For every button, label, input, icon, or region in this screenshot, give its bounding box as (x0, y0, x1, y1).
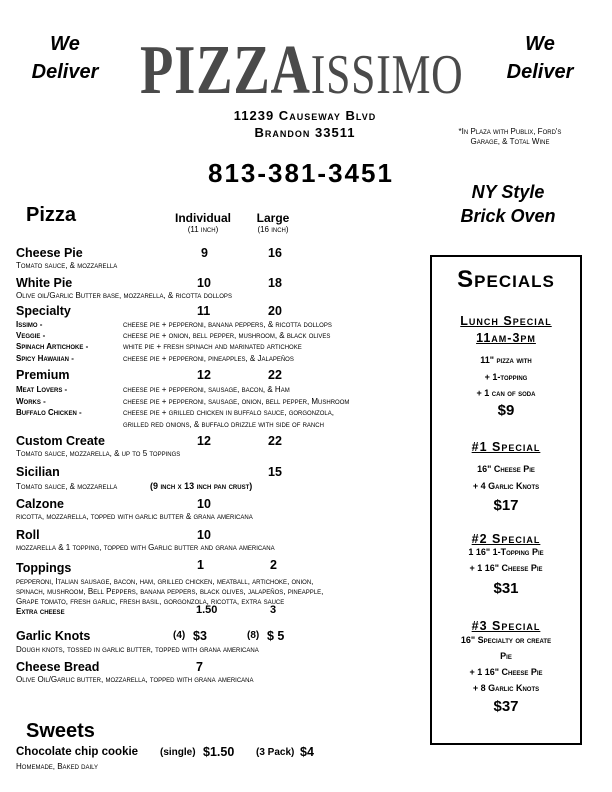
phone-number[interactable]: 813-381-3451 (208, 158, 394, 188)
white-pie-individual-price: 10 (197, 276, 211, 290)
specialty-name: Specialty (16, 304, 71, 318)
lunch-special-line: + 1 can of soda (476, 388, 536, 398)
special-1-line: + 4 Garlic Knots (472, 481, 540, 491)
lunch-special-hours: 11am-3pm (476, 331, 536, 345)
white-pie-desc: Olive oil/Garlic Butter base, mozzarella, & ricotta dollops (16, 291, 232, 300)
special-2-price: $31 (493, 580, 519, 597)
garlic-knots-name: Garlic Knots (16, 629, 91, 643)
roll-price: 10 (197, 528, 211, 542)
custom-create-name: Custom Create (16, 434, 105, 448)
special-3-line: 16" Specialty or create (460, 635, 552, 645)
special-2-line: + 1 16" Cheese Pie (469, 563, 543, 573)
specials-box (430, 255, 582, 745)
premium-sub-label: Works - (16, 397, 46, 406)
premium-sub-label: Buffalo Chicken - (16, 408, 82, 417)
address-line2: Brandon 33511 (254, 125, 356, 140)
toppings-large-price: 2 (270, 558, 277, 572)
cheese-pie-desc: Tomato sauce, & mozzarella (16, 261, 118, 270)
toppings-list-line: Grape tomato, fresh garlic, fresh basil, gorgonzola, ricotta, extra sauce (16, 597, 285, 606)
specialty-sub-label: Spicy Hawaiian - (16, 354, 74, 363)
garlic-knots-price-large: $ 5 (267, 629, 285, 643)
sicilian-large-price: 15 (268, 465, 282, 479)
custom-create-individual-price: 12 (197, 434, 211, 448)
cheese-pie-individual-price: 9 (201, 246, 208, 260)
cheese-pie-name: Cheese Pie (16, 246, 83, 260)
specialty-individual-price: 11 (197, 304, 211, 318)
ny-style-label: NY Style Brick Oven (460, 182, 556, 226)
premium-sub-desc-cont: grilled red onions, & buffalo drizzle with side of ranch (123, 420, 324, 429)
lunch-special-line: 11" pizza with (480, 355, 532, 365)
cheese-pie-large-price: 16 (268, 246, 282, 260)
specialty-sub-desc: cheese pie + pepperoni, pineapples, & Jalapeños (123, 354, 294, 363)
special-1-price: $17 (493, 497, 519, 514)
toppings-list-line: spinach, mushroom, Bell Peppers, banana peppers, black olives, jalapeños, pineapple, (16, 587, 324, 596)
lunch-special-price: $9 (497, 402, 515, 419)
cookie-single-label: (single) (160, 747, 196, 758)
logo-part2: ISSIMO (310, 44, 464, 106)
premium-individual-price: 12 (197, 368, 211, 382)
sweets-section-title: Sweets (26, 720, 95, 742)
cheese-bread-price: 7 (196, 660, 203, 674)
roll-desc: mozzarella & 1 topping, topped with Garlic butter and grana americana (16, 543, 275, 552)
we-deliver-right: We Deliver (506, 33, 574, 83)
specialty-sub-desc: cheese pie + onion, bell pepper, mushroom, & black olives (123, 331, 331, 340)
specialty-sub-label: Issimo - (16, 320, 43, 329)
address-line1: 11239 Causeway Blvd (233, 108, 377, 123)
garlic-knots-qty-small: (4) (173, 630, 186, 641)
special-3-heading: #3 Special (471, 619, 541, 633)
plaza-note: *In Plaza with Publix, Ford's Garage, & Total Wine (458, 127, 562, 146)
garlic-knots-desc: Dough knots, tossed in garlic butter, topped with grana americana (16, 645, 259, 654)
toppings-name: Toppings (16, 561, 72, 575)
col-large: Large (256, 211, 290, 225)
extra-cheese-individual-price: 1.50 (196, 604, 218, 616)
specialty-large-price: 20 (268, 304, 282, 318)
specialty-sub-desc: cheese pie + pepperoni, banana peppers, & ricotta dollops (123, 320, 332, 329)
special-3-line: Pie (500, 651, 512, 661)
roll-name: Roll (16, 528, 40, 542)
extra-cheese-large-price: 3 (270, 604, 277, 616)
cookie-pack-price: $4 (300, 745, 314, 759)
specials-title: Specials (457, 266, 555, 293)
specialty-sub-label: Veggie - (16, 331, 46, 340)
lunch-special-heading: Lunch Special (460, 314, 552, 328)
special-2-heading: #2 Special (471, 532, 541, 546)
logo (140, 30, 464, 112)
col-individual: Individual (174, 211, 231, 225)
calzone-name: Calzone (16, 497, 64, 511)
special-3-line: + 8 Garlic Knots (472, 683, 540, 693)
custom-create-desc: Tomato sauce, mozzarella, & up to 5 toppings (16, 449, 181, 458)
col-large-size: (16 inch) (257, 225, 289, 234)
garlic-knots-price-small: $3 (193, 629, 207, 643)
cheese-bread-desc: Olive Oil/Garlic butter, mozzarella, topped with grana americana (16, 675, 254, 684)
cheese-bread-name: Cheese Bread (16, 660, 100, 674)
we-deliver-left: We Deliver (31, 33, 99, 83)
garlic-knots-qty-large: (8) (247, 630, 260, 641)
extra-cheese-label: Extra cheese (16, 607, 65, 616)
premium-name: Premium (16, 368, 70, 382)
toppings-list-line: pepperoni, Italian sausage, bacon, ham, grilled chicken, meatball, artichoke, onion, (16, 577, 314, 586)
sicilian-desc: Tomato sauce, & mozzarella (16, 482, 118, 491)
logo-part1: PIZZA (140, 32, 311, 109)
white-pie-name: White Pie (16, 276, 73, 290)
premium-sub-label: Meat Lovers - (16, 385, 68, 394)
specialty-sub-label: Spinach Artichoke - (16, 342, 89, 351)
premium-large-price: 22 (268, 368, 282, 382)
sicilian-size-note: (9 inch x 13 inch pan crust) (150, 481, 253, 491)
premium-sub-desc: cheese pie + grilled chicken in buffalo sauce, gorgonzola, (123, 408, 334, 417)
sicilian-name: Sicilian (16, 465, 60, 479)
toppings-individual-price: 1 (197, 558, 204, 572)
specialty-sub-desc: white pie + fresh spinach and marinated artichoke (123, 342, 302, 351)
premium-sub-desc: cheese pie + pepperoni, sausage, bacon, & Ham (123, 385, 290, 394)
calzone-desc: ricotta, mozzarella, topped with garlic butter & grana americana (16, 512, 253, 521)
special-3-price: $37 (493, 698, 519, 715)
white-pie-large-price: 18 (268, 276, 282, 290)
cookie-single-price: $1.50 (203, 745, 235, 759)
special-1-heading: #1 Special (471, 440, 541, 454)
col-individual-size: (11 inch) (187, 225, 219, 234)
lunch-special-line: + 1-topping (484, 372, 528, 382)
pizza-section-title: Pizza (26, 204, 77, 226)
custom-create-large-price: 22 (268, 434, 282, 448)
cookie-desc: Homemade, Baked daily (16, 762, 99, 771)
special-2-line: 1 16" 1-Topping Pie (468, 547, 544, 557)
special-1-line: 16" Cheese Pie (477, 464, 535, 474)
cookie-pack-label: (3 Pack) (256, 747, 295, 758)
cookie-name: Chocolate chip cookie (16, 746, 139, 758)
calzone-price: 10 (197, 497, 211, 511)
premium-sub-desc: cheese pie + pepperoni, sausage, onion, bell pepper, Mushroom (123, 397, 350, 406)
special-3-line: + 1 16" Cheese Pie (469, 667, 543, 677)
